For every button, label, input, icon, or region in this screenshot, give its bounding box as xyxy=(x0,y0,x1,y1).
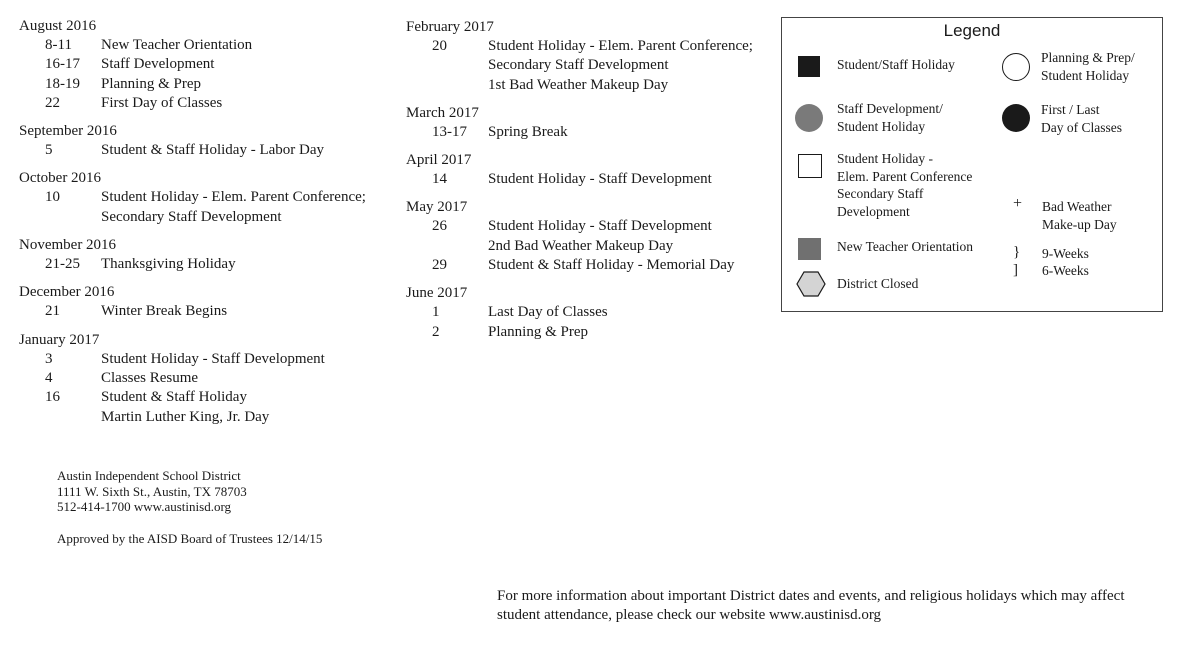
event-description xyxy=(101,388,399,427)
event-dates: 21-25 xyxy=(45,256,80,273)
event-line: Planning & Prep xyxy=(101,75,201,92)
event-row xyxy=(406,170,776,189)
event-description xyxy=(488,217,776,256)
event-line: Secondary Staff Development xyxy=(101,208,282,225)
event-description xyxy=(101,141,399,160)
event-dates: 18-19 xyxy=(45,75,80,92)
legend-first-last-day: First / Last Day of Classes xyxy=(1041,102,1122,135)
event-dates: 22 xyxy=(45,94,60,111)
event-line: New Teacher Orientation xyxy=(101,37,253,53)
event-row xyxy=(19,302,399,321)
district-address xyxy=(57,468,247,515)
legend-staff-development: Staff Development/ Student Holiday xyxy=(837,101,943,134)
event-line: Student Holiday - Elem. Parent Conference; xyxy=(488,38,753,54)
event-line: Student Holiday - Elem. Parent Conference; xyxy=(101,189,366,206)
legend-title: Legend xyxy=(943,21,1001,40)
open-square-icon xyxy=(798,154,822,178)
event-row xyxy=(19,141,399,160)
event-dates: 13-17 xyxy=(432,123,467,140)
hexagon-icon xyxy=(796,271,826,297)
calendar-column-left xyxy=(19,17,399,427)
event-line: Student & Staff Holiday - Memorial Day xyxy=(488,257,735,274)
event-dates: 26 xyxy=(432,218,447,235)
month-heading: April 2017 xyxy=(406,152,472,169)
event-dates: 20 xyxy=(432,38,447,54)
event-description xyxy=(101,350,399,369)
event-dates: 10 xyxy=(45,189,60,206)
event-description xyxy=(488,303,776,322)
event-dates: 8-11 xyxy=(45,37,72,53)
month-heading: December 2016 xyxy=(19,284,115,301)
square-bracket-icon: ] xyxy=(1013,262,1018,278)
legend-student-holiday-conference: Student Holiday - Elem. Parent Conference Secondary Staff Development xyxy=(837,151,973,219)
event-dates: 16-17 xyxy=(45,56,80,73)
event-description xyxy=(488,37,776,95)
event-dates: 29 xyxy=(432,257,447,274)
event-row xyxy=(19,388,399,427)
event-line: Spring Break xyxy=(488,123,568,140)
event-description xyxy=(101,302,399,321)
plus-icon: + xyxy=(1013,195,1023,212)
legend-nine-weeks: 9-Weeks xyxy=(1042,246,1089,261)
filled-square-icon xyxy=(798,56,820,77)
event-row xyxy=(406,303,776,322)
event-line: Last Day of Classes xyxy=(488,304,608,321)
month-heading: September 2016 xyxy=(19,123,117,140)
district-street: 1111 W. Sixth St., Austin, TX 78703 xyxy=(57,483,247,499)
district-contact: 512-414-1700 www.austinisd.org xyxy=(57,499,232,514)
event-row xyxy=(19,55,399,74)
event-line: Staff Development xyxy=(101,56,215,73)
event-dates: 1 xyxy=(432,304,440,321)
event-row xyxy=(19,75,399,94)
month-heading: June 2017 xyxy=(406,285,468,302)
month-heading: February 2017 xyxy=(406,19,494,35)
footer-note: For more information about important District dates and events, and religious holidays which may affect student attendance, please check our website www.austinisd.org xyxy=(497,588,1125,623)
month-heading: January 2017 xyxy=(19,331,100,348)
month-heading: November 2016 xyxy=(19,237,117,254)
event-description xyxy=(101,188,399,227)
approval-note: Approved by the AISD Board of Trustees 12/14/15 xyxy=(57,531,323,546)
event-row xyxy=(406,217,776,256)
event-dates: 14 xyxy=(432,171,447,188)
calendar-column-right xyxy=(406,18,776,342)
event-row xyxy=(19,255,399,274)
event-row xyxy=(19,369,399,388)
event-description xyxy=(488,123,776,142)
event-dates: 4 xyxy=(45,369,53,386)
event-line: Student Holiday - Staff Development xyxy=(101,350,325,367)
month-heading: October 2016 xyxy=(19,170,102,187)
event-dates: 5 xyxy=(45,142,53,159)
event-line: Classes Resume xyxy=(101,369,199,386)
event-row xyxy=(19,350,399,369)
event-line: Thanksgiving Holiday xyxy=(101,256,236,273)
event-line: First Day of Classes xyxy=(101,94,223,111)
event-line: Student & Staff Holiday xyxy=(101,389,247,406)
event-line: 2nd Bad Weather Makeup Day xyxy=(488,237,674,254)
event-row xyxy=(406,256,776,275)
legend-new-teacher-orientation: New Teacher Orientation xyxy=(837,239,973,254)
month-heading: May 2017 xyxy=(406,199,468,216)
event-description xyxy=(101,94,399,113)
event-row xyxy=(406,123,776,142)
event-line: Planning & Prep xyxy=(488,323,588,340)
event-dates: 2 xyxy=(432,323,440,340)
event-description xyxy=(488,256,776,275)
event-dates: 16 xyxy=(45,389,60,406)
event-description xyxy=(488,170,776,189)
event-line: Student Holiday - Staff Development xyxy=(488,171,712,188)
event-row xyxy=(406,37,776,95)
event-description xyxy=(488,323,776,342)
legend-six-weeks: 6-Weeks xyxy=(1042,263,1089,278)
curly-brace-icon: } xyxy=(1013,244,1021,260)
event-line: Winter Break Begins xyxy=(101,303,228,320)
event-description xyxy=(101,36,399,55)
event-description xyxy=(101,55,399,74)
event-description xyxy=(101,369,399,388)
legend-student-staff-holiday: Student/Staff Holiday xyxy=(837,57,955,72)
event-row xyxy=(19,94,399,113)
legend-district-closed: District Closed xyxy=(837,276,919,291)
event-dates: 3 xyxy=(45,350,53,367)
filled-circle-icon xyxy=(1002,104,1030,132)
event-line: Student & Staff Holiday - Labor Day xyxy=(101,142,325,159)
event-row xyxy=(406,323,776,342)
legend-bad-weather: Bad Weather Make-up Day xyxy=(1042,199,1117,232)
event-description xyxy=(101,255,399,274)
event-line: Martin Luther King, Jr. Day xyxy=(101,408,270,425)
district-name: Austin Independent School District xyxy=(57,468,241,483)
event-line: Student Holiday - Staff Development xyxy=(488,218,712,235)
legend-box xyxy=(781,17,1163,312)
month-heading: March 2017 xyxy=(406,104,479,121)
legend-planning-prep: Planning & Prep/ Student Holiday xyxy=(1041,50,1135,83)
event-line: 1st Bad Weather Makeup Day xyxy=(488,76,669,93)
event-dates: 21 xyxy=(45,303,60,320)
event-line: Secondary Staff Development xyxy=(488,57,669,74)
event-row xyxy=(19,36,399,55)
month-heading: August 2016 xyxy=(19,18,97,34)
gray-square-icon xyxy=(798,238,821,260)
open-circle-icon xyxy=(1002,53,1030,81)
gray-circle-icon xyxy=(795,104,823,132)
event-description xyxy=(101,75,399,94)
event-row xyxy=(19,188,399,227)
